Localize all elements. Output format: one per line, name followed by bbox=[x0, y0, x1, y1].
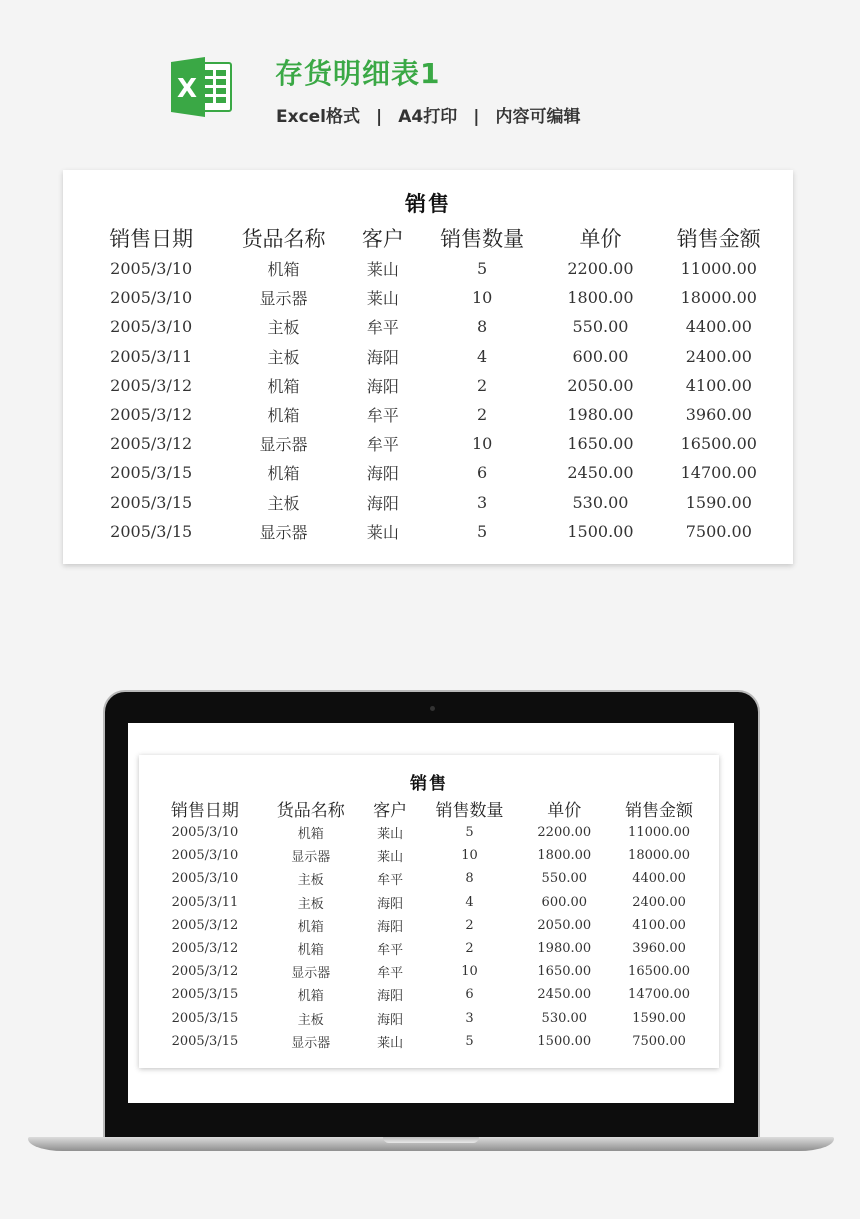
table-cell: 600.00 bbox=[572, 346, 629, 366]
table-cell: 海阳 bbox=[377, 896, 404, 912]
table-cell: 1500.00 bbox=[567, 521, 634, 541]
table-cell: 2450.00 bbox=[567, 463, 634, 483]
table-cell: 牟平 bbox=[377, 873, 404, 889]
table-row bbox=[152, 983, 712, 1006]
camera-icon bbox=[430, 706, 435, 711]
table-cell: 海阳 bbox=[366, 347, 399, 367]
table-cell: 2050.00 bbox=[537, 917, 592, 933]
page-header bbox=[0, 0, 860, 150]
table-cell: 2200.00 bbox=[567, 259, 634, 279]
table-cell: 14700.00 bbox=[680, 463, 757, 483]
page-title: 存货明细表1 bbox=[275, 57, 441, 90]
table-cell: 主板 bbox=[267, 493, 300, 513]
table-cell: 2005/3/10 bbox=[110, 259, 193, 279]
table-cell: 530.00 bbox=[541, 1010, 588, 1026]
table-row bbox=[152, 891, 712, 914]
table-cell: 显示器 bbox=[291, 966, 331, 982]
table-cell: 2005/3/10 bbox=[110, 288, 193, 308]
table-cell: 海阳 bbox=[377, 989, 404, 1005]
format-tag: Excel格式 bbox=[276, 107, 361, 127]
logo-letter: X bbox=[176, 74, 198, 104]
feature-tags bbox=[276, 102, 580, 127]
table-cell: 主板 bbox=[267, 347, 300, 367]
table-cell: 4400.00 bbox=[632, 871, 686, 887]
table-cell: 3 bbox=[477, 492, 488, 512]
table-cell: 8 bbox=[477, 317, 488, 337]
laptop-screen bbox=[128, 723, 734, 1103]
table-cell: 10 bbox=[461, 964, 478, 980]
table-cell: 2005/3/12 bbox=[171, 964, 239, 980]
table-cell: 主板 bbox=[297, 896, 324, 912]
table-cell: 莱山 bbox=[377, 827, 404, 843]
table-body bbox=[152, 821, 712, 1053]
table-row bbox=[152, 1030, 712, 1053]
table-cell: 1800.00 bbox=[537, 848, 592, 864]
column-header: 销售日期 bbox=[109, 226, 194, 251]
table-cell: 2005/3/12 bbox=[110, 405, 193, 425]
editable-tag: 内容可编辑 bbox=[495, 107, 581, 127]
table-cell: 机箱 bbox=[297, 919, 324, 935]
table-cell: 牟平 bbox=[366, 318, 399, 338]
table-cell: 主板 bbox=[297, 1012, 324, 1028]
column-header: 销售金额 bbox=[625, 800, 694, 821]
table-cell: 机箱 bbox=[297, 943, 324, 959]
table-cell: 2450.00 bbox=[537, 987, 592, 1003]
table-cell: 莱山 bbox=[366, 522, 399, 542]
table-cell: 3960.00 bbox=[632, 941, 686, 957]
table-row bbox=[152, 914, 712, 937]
table-cell: 海阳 bbox=[366, 376, 399, 396]
column-header: 销售数量 bbox=[435, 800, 504, 821]
table-cell: 2 bbox=[465, 941, 474, 957]
table-cell: 2005/3/15 bbox=[110, 521, 193, 541]
column-header: 销售日期 bbox=[170, 800, 239, 821]
table-cell: 海阳 bbox=[377, 919, 404, 935]
table-cell: 海阳 bbox=[377, 1012, 404, 1028]
table-cell: 4100.00 bbox=[685, 375, 752, 395]
table-cell: 海阳 bbox=[366, 464, 399, 484]
table-header-row bbox=[152, 795, 712, 821]
table-cell: 牟平 bbox=[366, 435, 399, 455]
table-cell: 11000.00 bbox=[680, 259, 757, 279]
table-cell: 莱山 bbox=[366, 260, 399, 280]
table-cell: 主板 bbox=[297, 873, 324, 889]
table-cell: 5 bbox=[465, 1033, 474, 1049]
column-header: 单价 bbox=[579, 226, 622, 251]
table-cell: 4400.00 bbox=[685, 317, 752, 337]
table-cell: 机箱 bbox=[297, 827, 324, 843]
table-cell: 3960.00 bbox=[685, 405, 752, 425]
table-cell: 2005/3/11 bbox=[110, 346, 193, 366]
spreadsheet-preview bbox=[63, 170, 793, 564]
table-cell: 机箱 bbox=[267, 464, 300, 484]
table-cell: 1590.00 bbox=[632, 1010, 686, 1026]
column-header: 客户 bbox=[361, 226, 404, 251]
table-cell: 主板 bbox=[267, 318, 300, 338]
table-cell: 6 bbox=[477, 463, 488, 483]
table-cell: 莱山 bbox=[377, 1035, 404, 1051]
table-header-row bbox=[85, 221, 785, 254]
table-cell: 1500.00 bbox=[537, 1033, 592, 1049]
table-cell: 600.00 bbox=[541, 894, 588, 910]
table-cell: 显示器 bbox=[259, 522, 308, 542]
table-cell: 7500.00 bbox=[632, 1033, 686, 1049]
sheet-title: 销售 bbox=[405, 191, 451, 216]
table-cell: 5 bbox=[477, 521, 488, 541]
table-cell: 牟平 bbox=[377, 966, 404, 982]
table-cell: 2005/3/15 bbox=[171, 1010, 239, 1026]
table-cell: 显示器 bbox=[259, 289, 308, 309]
sales-table bbox=[152, 795, 712, 1053]
table-row bbox=[152, 937, 712, 960]
table-cell: 牟平 bbox=[366, 406, 399, 426]
separator: | bbox=[376, 107, 383, 127]
table-cell: 2005/3/11 bbox=[171, 894, 239, 910]
table-cell: 10 bbox=[471, 434, 493, 454]
table-cell: 2 bbox=[465, 917, 474, 933]
table-row bbox=[152, 821, 712, 844]
table-cell: 机箱 bbox=[267, 406, 300, 426]
table-cell: 2 bbox=[477, 405, 488, 425]
table-cell: 550.00 bbox=[541, 871, 588, 887]
table-cell: 2005/3/15 bbox=[110, 463, 193, 483]
table-cell: 2005/3/10 bbox=[171, 848, 239, 864]
table-cell: 2050.00 bbox=[567, 375, 634, 395]
table-row bbox=[152, 960, 712, 983]
table-cell: 18000.00 bbox=[628, 848, 691, 864]
table-row bbox=[85, 429, 785, 458]
laptop-notch bbox=[383, 1137, 479, 1143]
table-cell: 显示器 bbox=[291, 1035, 331, 1051]
table-cell: 2005/3/10 bbox=[171, 825, 239, 841]
table-cell: 2 bbox=[477, 375, 488, 395]
table-row bbox=[85, 371, 785, 400]
table-cell: 6 bbox=[465, 987, 474, 1003]
table-cell: 2005/3/15 bbox=[110, 492, 193, 512]
column-header: 销售数量 bbox=[440, 226, 525, 251]
table-cell: 莱山 bbox=[366, 289, 399, 309]
table-row bbox=[85, 517, 785, 546]
column-header: 单价 bbox=[547, 800, 582, 821]
print-tag: A4打印 bbox=[398, 107, 458, 127]
excel-logo-icon bbox=[171, 57, 233, 117]
laptop-base bbox=[28, 1137, 834, 1151]
table-cell: 莱山 bbox=[377, 850, 404, 866]
table-cell: 2005/3/10 bbox=[171, 871, 239, 887]
table-cell: 1650.00 bbox=[537, 964, 592, 980]
table-cell: 海阳 bbox=[366, 493, 399, 513]
table-cell: 1980.00 bbox=[537, 941, 592, 957]
sales-table bbox=[85, 221, 785, 546]
table-cell: 14700.00 bbox=[628, 987, 691, 1003]
column-header: 销售金额 bbox=[676, 226, 761, 251]
table-cell: 11000.00 bbox=[628, 825, 691, 841]
table-cell: 1650.00 bbox=[567, 434, 634, 454]
table-cell: 7500.00 bbox=[685, 521, 752, 541]
table-cell: 8 bbox=[465, 871, 474, 887]
table-cell: 5 bbox=[465, 825, 474, 841]
table-row bbox=[152, 844, 712, 867]
table-row bbox=[85, 283, 785, 312]
table-cell: 10 bbox=[461, 848, 478, 864]
table-cell: 1590.00 bbox=[685, 492, 752, 512]
table-row bbox=[85, 400, 785, 429]
column-header: 货品名称 bbox=[241, 226, 326, 251]
table-cell: 3 bbox=[465, 1010, 474, 1026]
table-cell: 2005/3/12 bbox=[110, 375, 193, 395]
table-cell: 2005/3/12 bbox=[171, 917, 239, 933]
table-row bbox=[85, 458, 785, 487]
separator: | bbox=[473, 107, 480, 127]
table-cell: 2400.00 bbox=[632, 894, 686, 910]
table-cell: 18000.00 bbox=[680, 288, 757, 308]
table-cell: 530.00 bbox=[572, 492, 629, 512]
table-cell: 2005/3/15 bbox=[171, 1033, 239, 1049]
table-cell: 2005/3/12 bbox=[110, 434, 193, 454]
table-cell: 2005/3/15 bbox=[171, 987, 239, 1003]
table-cell: 显示器 bbox=[259, 435, 308, 455]
table-cell: 4 bbox=[477, 346, 488, 366]
table-cell: 1800.00 bbox=[567, 288, 634, 308]
table-cell: 16500.00 bbox=[628, 964, 691, 980]
table-cell: 2005/3/10 bbox=[110, 317, 193, 337]
table-body bbox=[85, 254, 785, 546]
table-cell: 机箱 bbox=[267, 260, 300, 280]
laptop-spreadsheet-preview bbox=[139, 755, 719, 1068]
table-cell: 16500.00 bbox=[680, 434, 757, 454]
table-cell: 机箱 bbox=[297, 989, 324, 1005]
table-cell: 2005/3/12 bbox=[171, 941, 239, 957]
table-cell: 1980.00 bbox=[567, 405, 634, 425]
table-cell: 4100.00 bbox=[632, 917, 686, 933]
table-row bbox=[85, 342, 785, 371]
table-row bbox=[152, 867, 712, 890]
table-cell: 4 bbox=[465, 894, 474, 910]
table-cell: 10 bbox=[471, 288, 493, 308]
table-cell: 2400.00 bbox=[685, 346, 752, 366]
table-cell: 2200.00 bbox=[537, 825, 592, 841]
table-row bbox=[85, 254, 785, 283]
table-cell: 机箱 bbox=[267, 376, 300, 396]
table-cell: 显示器 bbox=[291, 850, 331, 866]
table-row bbox=[152, 1007, 712, 1030]
table-cell: 5 bbox=[477, 259, 488, 279]
table-cell: 牟平 bbox=[377, 943, 404, 959]
table-row bbox=[85, 488, 785, 517]
sheet-title: 销售 bbox=[410, 774, 448, 794]
table-row bbox=[85, 312, 785, 341]
table-cell: 550.00 bbox=[572, 317, 629, 337]
column-header: 客户 bbox=[373, 800, 408, 821]
column-header: 货品名称 bbox=[276, 800, 345, 821]
